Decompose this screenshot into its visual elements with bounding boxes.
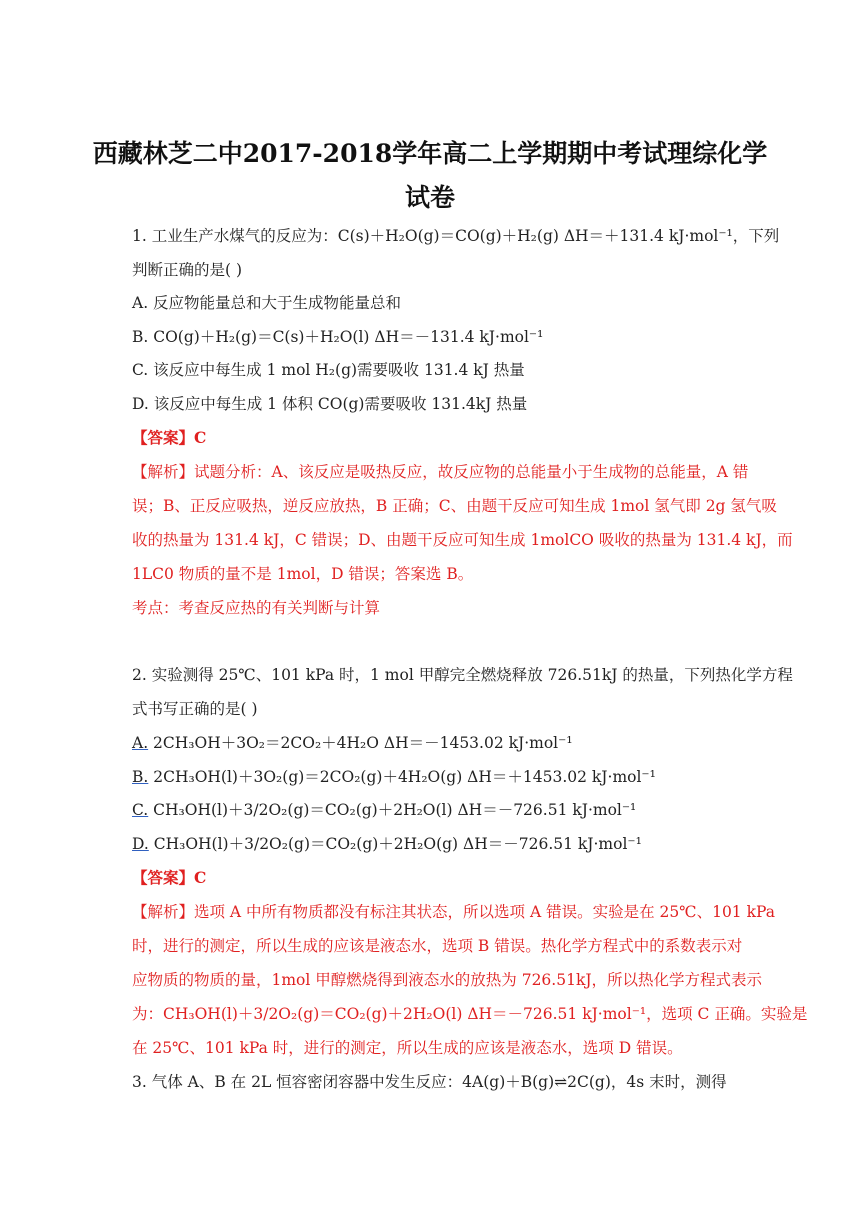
q2-option-b (132, 767, 656, 787)
q2-analysis-line-2: 时，进行的测定，所以生成的应该是液态水，选项 B 错误。热化学方程式中的系数表示对 (132, 937, 743, 955)
page-title-line-1: 西藏林芝二中2017-2018学年高二上学期期中考试理综化学 (92, 139, 768, 168)
q2-stem-line-2: 式书写正确的是( ) (132, 700, 258, 718)
q1-analysis-line-1: 【解析】试题分析：A、该反应是吸热反应，故反应物的总能量小于生成物的总能量，A 错 (132, 463, 749, 481)
q1-analysis-line-3: 收的热量为 131.4 kJ，C 错误；D、由题干反应可知生成 1molCO 吸收的热量为 131.4 kJ，而 (132, 531, 793, 549)
q1-stem-line-2: 判断正确的是( ) (132, 261, 243, 279)
q1-test-point: 考点：考查反应热的有关判断与计算 (132, 599, 381, 617)
q3-stem-line-1: 3. 气体 A、B 在 2L 恒容密闭容器中发生反应：4A(g)＋B(g)⇌2C(g)，4s 末时，测得 (132, 1073, 727, 1091)
q2-option-a-text: 2CH₃OH＋3O₂＝2CO₂＋4H₂O ΔH＝－1453.02 kJ·mol⁻¹ (148, 734, 573, 752)
q1-answer: 【答案】C (132, 428, 207, 447)
q2-analysis-line-3: 应物质的物质的量，1mol 甲醇燃烧得到液态水的放热为 726.51kJ，所以热化学方程式表示 (132, 971, 763, 989)
q2-option-b-letter: B. (132, 768, 149, 786)
q2-option-d-text: CH₃OH(l)＋3/2O₂(g)＝CO₂(g)＋2H₂O(g) ΔH＝－726.51 kJ·mol⁻¹ (148, 835, 642, 853)
q1-analysis-line-4: 1LC0 物质的量不是 1mol，D 错误；答案选 B。 (132, 565, 474, 583)
q1-option-d: D. 该反应中每生成 1 体积 CO(g)需要吸收 131.4kJ 热量 (132, 395, 528, 413)
q2-option-c-text: CH₃OH(l)＋3/2O₂(g)＝CO₂(g)＋2H₂O(l) ΔH＝－726.51 kJ·mol⁻¹ (148, 801, 637, 819)
q2-option-d-letter: D. (132, 835, 149, 853)
q2-option-c (132, 800, 636, 820)
q2-analysis-line-4: 为：CH₃OH(l)＋3/2O₂(g)＝CO₂(g)＋2H₂O(l) ΔH＝－726.51 kJ·mol⁻¹，选项 C 正确。实验是 (132, 1005, 808, 1023)
q1-option-a: A. 反应物能量总和大于生成物能量总和 (132, 294, 402, 312)
q2-stem-line-1: 2. 实验测得 25℃、101 kPa 时，1 mol 甲醇完全燃烧释放 726.51kJ 的热量，下列热化学方程 (132, 666, 793, 684)
q1-option-b: B. CO(g)＋H₂(g)＝C(s)＋H₂O(l) ΔH＝－131.4 kJ·mol⁻¹ (132, 328, 544, 346)
q2-option-d (132, 834, 642, 854)
q1-stem-line-1: 1. 工业生产水煤气的反应为：C(s)＋H₂O(g)＝CO(g)＋H₂(g) ΔH＝＋131.4 kJ·mol⁻¹，下列 (132, 227, 780, 245)
q2-analysis-line-5: 在 25℃、101 kPa 时，进行的测定，所以生成的应该是液态水，选项 D 错误。 (132, 1039, 683, 1057)
q2-answer: 【答案】C (132, 868, 207, 887)
q1-option-c: C. 该反应中每生成 1 mol H₂(g)需要吸收 131.4 kJ 热量 (132, 361, 525, 379)
page-title-line-2: 试卷 (404, 183, 455, 212)
q2-option-c-letter: C. (132, 801, 149, 819)
q2-option-a-letter: A. (132, 734, 149, 752)
q2-analysis-line-1: 【解析】选项 A 中所有物质都没有标注其状态，所以选项 A 错误。实验是在 25℃、101 kPa (132, 903, 775, 921)
q2-option-a (132, 733, 573, 753)
q1-analysis-line-2: 误；B、正反应吸热，逆反应放热，B 正确；C、由题干反应可知生成 1mol 氢气即 2g 氢气吸 (132, 497, 777, 515)
q2-option-b-text: 2CH₃OH(l)＋3O₂(g)＝2CO₂(g)＋4H₂O(g) ΔH＝＋1453.02 kJ·mol⁻¹ (148, 768, 656, 786)
